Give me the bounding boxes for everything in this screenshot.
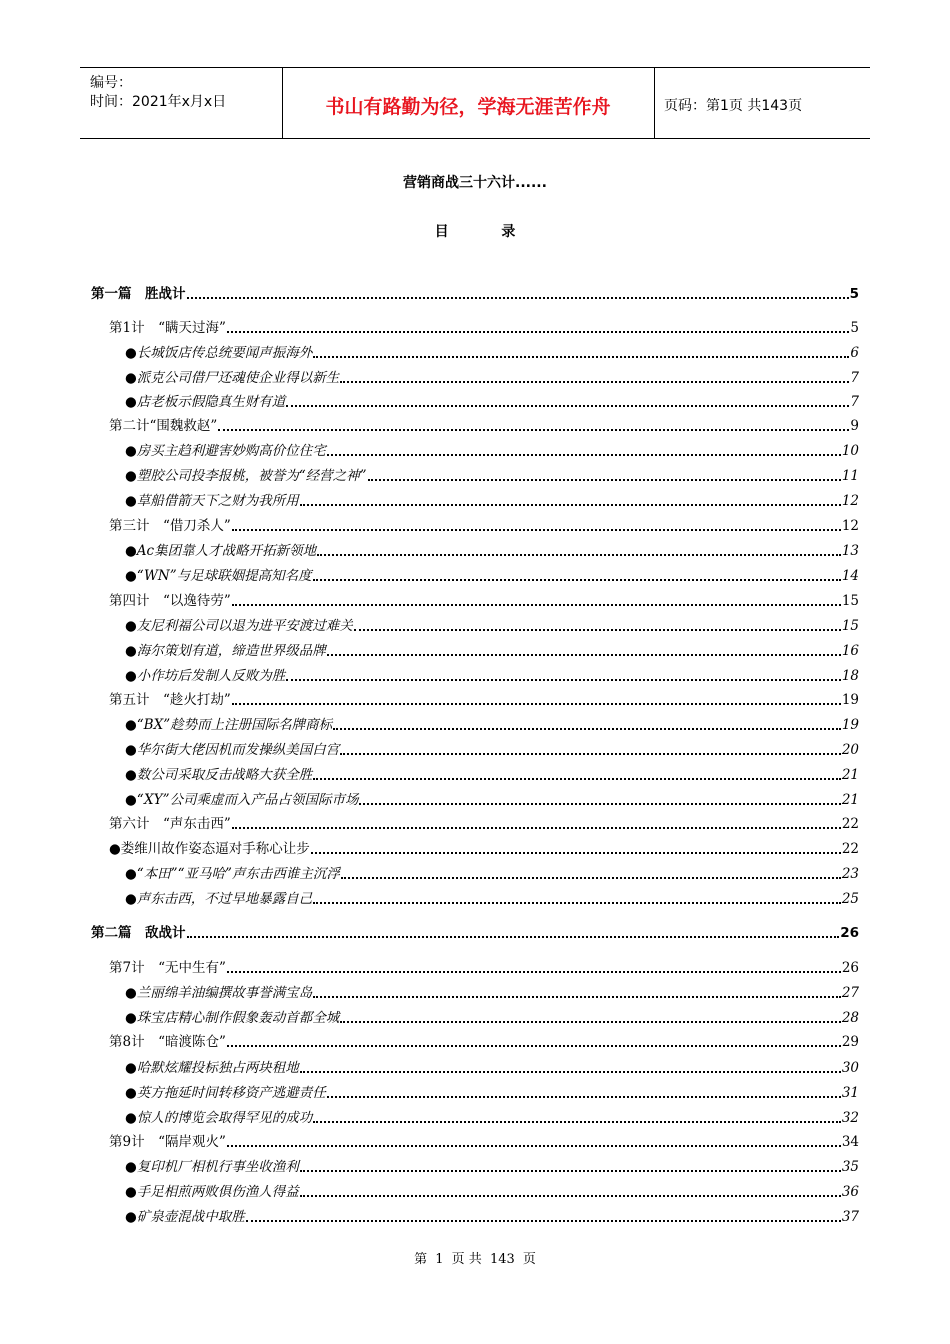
toc-leader-dots — [313, 346, 849, 358]
toc-leader-dots — [300, 1160, 841, 1172]
toc-case-entry[interactable] — [125, 887, 859, 907]
toc-leader-dots — [327, 1086, 841, 1098]
toc-entry-title: 第四计 “以逸待劳” — [109, 593, 231, 609]
toc-leader-dots — [368, 469, 841, 481]
toc-leader-dots — [311, 842, 841, 854]
toc-entry-page: 11 — [841, 468, 859, 484]
toc-entry-title: 第8计 “暗渡陈仓” — [109, 1034, 226, 1050]
toc-chapter-entry[interactable] — [109, 1030, 859, 1050]
document-title: 营销商战三十六计...... — [403, 175, 547, 191]
toc-leader-dots — [227, 961, 841, 973]
toc-entry-title: ●派克公司借尸还魂使企业得以新生 — [125, 370, 340, 386]
toc-case-entry[interactable] — [125, 464, 859, 484]
toc-case-entry[interactable] — [125, 1180, 859, 1200]
toc-entry-title: ●友尼利福公司以退为进平安渡过难关 — [125, 618, 353, 634]
toc-entry-page: 9 — [850, 418, 859, 434]
toc-entry-page: 12 — [841, 493, 859, 509]
toc-leader-dots — [327, 444, 841, 456]
toc-entry-page: 21 — [841, 767, 859, 783]
toc-entry-page: 20 — [841, 742, 859, 758]
toc-entry-page: 19 — [841, 692, 859, 708]
footer-prefix: 第 — [414, 1252, 428, 1267]
toc-case-entry[interactable] — [125, 738, 859, 758]
toc-entry-title: ●塑胶公司投李报桃，被誉为“经营之神” — [125, 468, 367, 484]
toc-entry-title: 第一篇 胜战计 — [91, 286, 186, 302]
toc-leader-dots — [232, 594, 841, 606]
toc-case-entry[interactable] — [125, 763, 859, 783]
toc-entry-title: ●兰丽绵羊油编撰故事誉满宝岛 — [125, 985, 313, 1001]
toc-entry-page: 36 — [841, 1184, 859, 1200]
toc-case-entry[interactable] — [125, 788, 859, 808]
toc-entry-page: 37 — [841, 1209, 859, 1225]
toc-entry-page: 6 — [850, 345, 859, 361]
toc-leader-dots — [317, 544, 841, 556]
toc-leader-dots — [313, 569, 841, 581]
toc-entry-page: 5 — [849, 286, 859, 302]
toc-entry-title: 第1计 “瞒天过海” — [109, 320, 226, 336]
toc-entry-page: 7 — [850, 370, 859, 386]
toc-leader-dots — [227, 1135, 841, 1147]
toc-leader-dots — [232, 817, 841, 829]
footer-suffix: 页 — [522, 1252, 536, 1267]
toc-case-entry[interactable] — [125, 639, 859, 659]
toc-chapter-entry[interactable] — [109, 589, 859, 609]
toc-case-entry[interactable] — [125, 539, 859, 559]
toc-case-entry[interactable] — [125, 664, 859, 684]
toc-entry-page: 23 — [841, 866, 859, 882]
toc-entry-title: ●手足相煎两败俱伤渔人得益 — [125, 1184, 299, 1200]
toc-case-entry[interactable] — [125, 341, 859, 361]
toc-leader-dots — [359, 793, 840, 805]
toc-entry-page: 15 — [841, 618, 859, 634]
toc-leader-dots — [286, 669, 841, 681]
toc-entry-page: 30 — [841, 1060, 859, 1076]
toc-chapter-entry[interactable] — [109, 956, 859, 976]
toc-case-entry[interactable] — [125, 439, 859, 459]
toc-chapter-entry[interactable] — [109, 414, 859, 434]
toc-entry-title: 第二篇 敌战计 — [91, 925, 186, 941]
toc-leader-dots — [341, 867, 841, 879]
toc-case-entry[interactable] — [125, 366, 859, 386]
toc-leader-dots — [313, 768, 841, 780]
toc-case-entry[interactable] — [125, 981, 859, 1001]
toc-leader-dots — [232, 693, 841, 705]
toc-entry-title: ●华尔街大佬因机而发操纵美国白宫 — [125, 742, 340, 758]
toc-entry-page: 22 — [841, 816, 859, 832]
toc-entry-page: 10 — [841, 443, 859, 459]
toc-leader-dots — [340, 371, 849, 383]
toc-entry-title: ●数公司采取反击战略大获全胜 — [125, 767, 313, 783]
toc-chapter-entry[interactable] — [109, 1130, 859, 1150]
toc-leader-dots — [340, 1011, 841, 1023]
time-label: 时间：2021年x月x日 — [90, 94, 227, 110]
toc-part-entry[interactable] — [91, 282, 859, 302]
toc-entry-title: ●“WN”与足球联姻提高知名度 — [125, 568, 312, 584]
toc-leader-dots — [227, 321, 850, 333]
toc-case-entry[interactable] — [109, 837, 859, 857]
toc-leader-dots — [313, 892, 841, 904]
toc-entry-page: 13 — [841, 543, 859, 559]
toc-entry-title: 第9计 “隔岸观火” — [109, 1134, 226, 1150]
toc-entry-title: ●“BX”趁势而上注册国际名牌商标 — [125, 717, 333, 733]
toc-entry-title: 第7计 “无中生有” — [109, 960, 226, 976]
toc-entry-page: 22 — [841, 841, 859, 857]
toc-entry-page: 26 — [840, 925, 859, 941]
toc-heading: 目 录 — [434, 224, 540, 240]
toc-case-entry[interactable] — [125, 1056, 859, 1076]
toc-leader-dots — [333, 718, 841, 730]
toc-entry-title: ●矿泉壶混战中取胜 — [125, 1209, 245, 1225]
toc-entry-title: ●“XY”公司乘虚而入产品占领国际市场 — [125, 792, 359, 808]
toc-entry-page: 34 — [841, 1134, 859, 1150]
toc-case-entry[interactable] — [125, 489, 859, 509]
toc-entry-page: 21 — [841, 792, 859, 808]
toc-entry-page: 26 — [841, 960, 859, 976]
toc-entry-title: ●长城饭店传总统要闻声振海外 — [125, 345, 313, 361]
toc-entry-page: 18 — [841, 668, 859, 684]
toc-leader-dots — [313, 986, 841, 998]
toc-entry-title: ●店老板示假隐真生财有道 — [125, 394, 286, 410]
toc-leader-dots — [187, 287, 849, 299]
footer-mid: 页 共 — [451, 1252, 482, 1267]
toc-entry-page: 14 — [841, 568, 859, 584]
toc-case-entry[interactable] — [125, 614, 859, 634]
toc-entry-page: 7 — [850, 394, 859, 410]
toc-entry-page: 19 — [841, 717, 859, 733]
toc-entry-page: 31 — [841, 1085, 859, 1101]
toc-chapter-entry[interactable] — [109, 688, 859, 708]
toc-entry-title: ●复印机厂相机行事坐收渔利 — [125, 1159, 299, 1175]
toc-case-entry[interactable] — [125, 862, 859, 882]
motto: 书山有路勤为径，学海无涯苦作舟 — [325, 96, 611, 118]
footer-total: 143 — [489, 1252, 515, 1267]
toc-entry-title: ●哈默炫耀投标独占两块租地 — [125, 1060, 299, 1076]
toc-case-entry[interactable] — [125, 1081, 859, 1101]
toc-entry-page: 12 — [841, 518, 859, 534]
toc-chapter-entry[interactable] — [109, 316, 859, 336]
toc-case-entry[interactable] — [125, 390, 859, 410]
header-motto-cell — [282, 68, 655, 138]
toc-entry-title: ●海尔策划有道，缔造世界级品牌 — [125, 643, 326, 659]
toc-entry-title: ●草船借箭天下之财为我所用 — [125, 493, 299, 509]
toc-leader-dots — [313, 1111, 841, 1123]
toc-leader-dots — [227, 1035, 841, 1047]
toc-entry-page: 27 — [841, 985, 859, 1001]
header-page-cell — [654, 68, 870, 138]
toc-case-entry[interactable] — [125, 713, 859, 733]
toc-entry-page: 5 — [850, 320, 859, 336]
toc-entry-title: ●惊人的博览会取得罕见的成功 — [125, 1110, 313, 1126]
toc-leader-dots — [187, 926, 840, 938]
toc-entry-title: ●Ac集团靠人才战略开拓新领地 — [125, 543, 317, 559]
toc-entry-title: ●英方拖延时间转移资产逃避责任 — [125, 1085, 326, 1101]
toc-leader-dots — [300, 1185, 841, 1197]
toc-entry-page: 25 — [841, 891, 859, 907]
toc-chapter-entry[interactable] — [109, 812, 859, 832]
toc-case-entry[interactable] — [125, 564, 859, 584]
toc-entry-title: ●珠宝店精心制作假象轰动首都全城 — [125, 1010, 340, 1026]
header-info-cell — [80, 68, 283, 138]
page-footer — [0, 1248, 950, 1267]
toc-case-entry[interactable] — [125, 1155, 859, 1175]
toc-entry-title: 第三计 “借刀杀人” — [109, 518, 231, 534]
toc-entry-title: ●房买主趋利避害妙购高价位住宅 — [125, 443, 326, 459]
toc-entry-title: ●声东击西，不过早地暴露自己 — [125, 891, 313, 907]
toc-chapter-entry[interactable] — [109, 514, 859, 534]
toc-entry-title: ●“本田”“亚马哈”声东击西谁主沉浮 — [125, 866, 340, 882]
toc-entry-page: 15 — [841, 593, 859, 609]
toc-entry-title: 第六计 “声东击西” — [109, 816, 231, 832]
toc-leader-dots — [327, 644, 841, 656]
toc-case-entry[interactable] — [125, 1205, 859, 1225]
toc-entry-title: ●小作坊后发制人反败为胜 — [125, 668, 286, 684]
page-label: 页码：第1页 共143页 — [664, 98, 803, 114]
toc-case-entry[interactable] — [125, 1006, 859, 1026]
page-header — [80, 67, 870, 139]
toc-leader-dots — [300, 1061, 841, 1073]
toc-part-entry[interactable] — [91, 921, 859, 941]
toc-leader-dots — [246, 1210, 841, 1222]
toc-entry-page: 32 — [841, 1110, 859, 1126]
toc-case-entry[interactable] — [125, 1106, 859, 1126]
toc-leader-dots — [286, 395, 849, 407]
toc-entry-title: 第二计“围魏救赵” — [109, 418, 218, 434]
toc-leader-dots — [218, 419, 849, 431]
toc-leader-dots — [340, 743, 841, 755]
toc-entry-title: 第五计 “趁火打劫” — [109, 692, 231, 708]
toc-entry-title: ●娄维川故作姿态逼对手称心让步 — [109, 841, 310, 857]
toc-leader-dots — [354, 619, 841, 631]
footer-page: 1 — [435, 1252, 444, 1267]
toc-entry-page: 35 — [841, 1159, 859, 1175]
toc-leader-dots — [232, 519, 841, 531]
number-label: 编号： — [90, 75, 132, 91]
toc-leader-dots — [300, 494, 841, 506]
toc-entry-page: 16 — [841, 643, 859, 659]
toc-entry-page: 29 — [841, 1034, 859, 1050]
toc-entry-page: 28 — [841, 1010, 859, 1026]
